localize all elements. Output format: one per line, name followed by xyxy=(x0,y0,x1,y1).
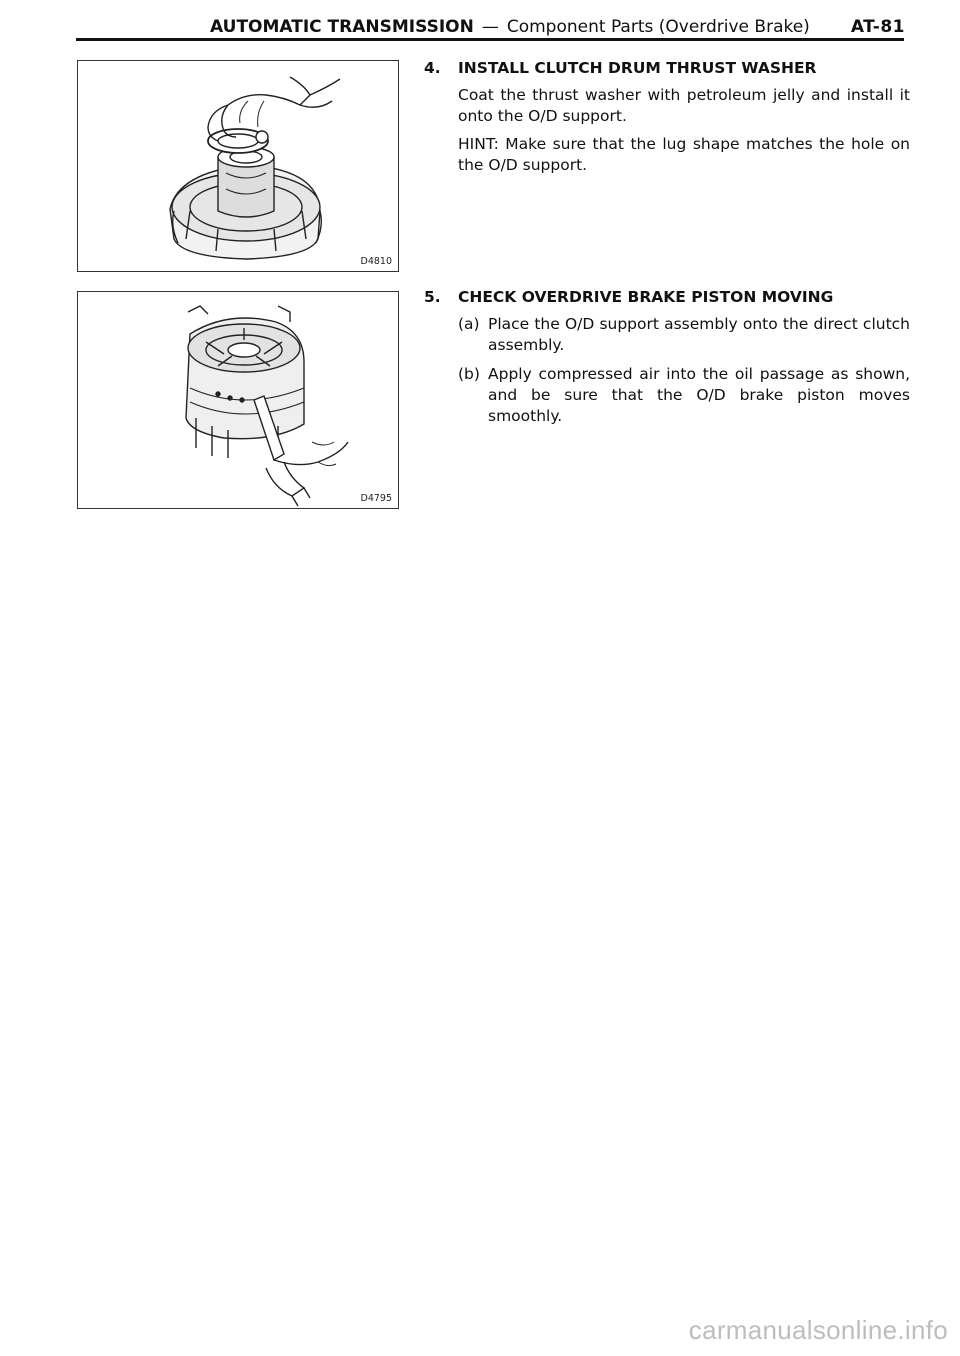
thrust-washer-illustration xyxy=(78,61,399,272)
section-title: CHECK OVERDRIVE BRAKE PISTON MOVING xyxy=(458,288,834,306)
figure-air-test xyxy=(77,291,399,509)
section-number: 4. xyxy=(424,59,441,77)
hint-text: HINT: Make sure that the lug shape matches the hole on the O/D support. xyxy=(458,135,910,174)
step-label: (b) xyxy=(458,365,480,383)
figure-code: D4795 xyxy=(360,493,392,504)
page-number: AT-81 xyxy=(850,17,905,37)
page-header xyxy=(210,14,905,40)
instruction-text: Coat the thrust washer with petroleum jelly and install it onto the O/D support. xyxy=(458,86,910,125)
watermark: carmanualsonline.info xyxy=(688,1315,948,1345)
step-label: (a) xyxy=(458,315,480,333)
figure-thrust-washer xyxy=(77,60,399,272)
air-test-illustration xyxy=(78,292,399,509)
step-text: Place the O/D support assembly onto the direct clutch assembly. xyxy=(488,315,910,354)
header-subtitle: Component Parts (Overdrive Brake) xyxy=(506,17,810,37)
section-install-thrust-washer xyxy=(424,58,910,183)
header-rule xyxy=(76,38,904,41)
section-number: 5. xyxy=(424,288,441,306)
header-title: AUTOMATIC TRANSMISSION xyxy=(210,17,474,37)
section-heading xyxy=(424,58,910,79)
section-title: INSTALL CLUTCH DRUM THRUST WASHER xyxy=(458,59,817,77)
step-item xyxy=(458,314,910,356)
section-check-piston xyxy=(424,287,910,435)
figure-code: D4810 xyxy=(360,256,392,267)
step-text: Apply compressed air into the oil passage as shown, and be sure that the O/D brake piston moves smoothly. xyxy=(488,365,910,425)
header-separator: — xyxy=(481,17,499,37)
step-item xyxy=(458,364,910,427)
section-heading xyxy=(424,287,910,308)
